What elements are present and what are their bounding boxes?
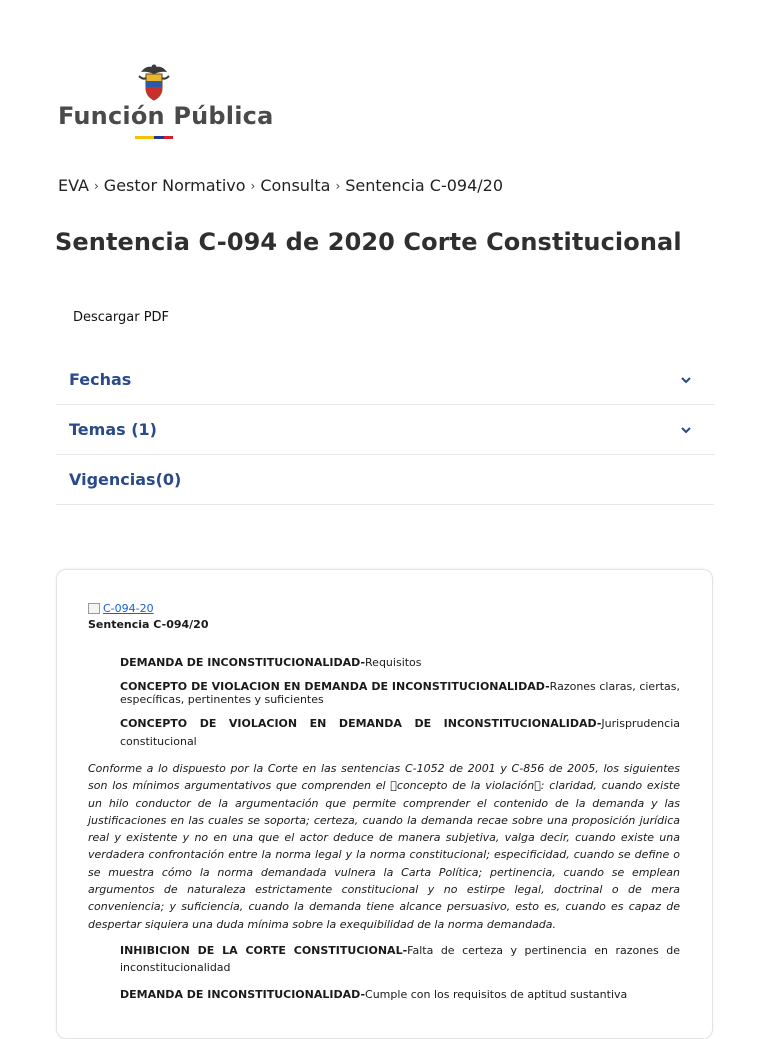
breadcrumb <box>58 176 503 195</box>
entry-topic: CONCEPTO DE VIOLACION EN DEMANDA DE INCONSTITUCIONALIDAD- <box>120 717 602 730</box>
document-paragraph: Conforme a lo dispuesto por la Corte en las sentencias C-1052 de 2001 y C-856 de 2005, los siguientes son los mínimos argumentativos que comprenden el  concepto de la violación : claridad, cuando existe un hilo conductor de la argumentación que permite comprender el contenido de la demanda y las justificaciones en las cuales se soporta; certeza, cuando la demanda recae sobre una proposición jurídica real y existente y no en una que el actor deduce de manera subjetiva, valga decir, cuando existe una verdadera confrontación entre la norma legal y la norma constitucional; especificidad, cuando se define o se muestra cómo la norma demandada vulnera la Carta Política; pertinencia, cuando se emplean argumentos de naturaleza estrictamente constitucional y no estirpe legal, doctrinal o de mera conveniencia; y suficiencia, cuando la demanda tiene alcance persuasivo, esto es, cuando es capaz de despertar siquiera una duda mínima sobre la exequibilidad de la norma demandada. <box>88 762 680 931</box>
flag-yellow <box>135 136 154 139</box>
page-title: Sentencia C-094 de 2020 Corte Constitucional <box>55 228 682 256</box>
entry-topic: DEMANDA DE INCONSTITUCIONALIDAD- <box>120 987 366 1001</box>
chevron-down-icon <box>680 424 692 436</box>
document-body <box>88 601 680 1003</box>
entry-text: Falta de certeza y pertinencia en razones de inconstitucionalidad <box>120 943 680 974</box>
flag-red <box>164 136 173 139</box>
breadcrumb-eva[interactable]: EVA <box>58 176 89 195</box>
accordion-fechas[interactable] <box>56 355 714 405</box>
breadcrumb-separator: › <box>93 178 99 193</box>
document-image-alt: C-094-20 <box>103 601 154 615</box>
entry-topic: DEMANDA DE INCONSTITUCIONALIDAD- <box>120 656 366 669</box>
document-entry <box>88 986 680 1003</box>
entry-text: Jurisprudencia constitucional <box>120 717 680 748</box>
document-entry <box>88 942 680 976</box>
chevron-down-icon <box>680 374 692 386</box>
logo-text: Función Pública <box>58 102 274 130</box>
entry-topic: CONCEPTO DE VIOLACION EN DEMANDA DE INCONSTITUCIONALIDAD- <box>120 680 550 693</box>
breadcrumb-separator: › <box>335 178 341 193</box>
coat-of-arms-icon <box>133 62 175 104</box>
document-image-link[interactable] <box>88 601 680 615</box>
accordion-label: Temas (1) <box>69 420 157 439</box>
entry-text: Requisitos <box>365 656 422 669</box>
accordion-vigencias[interactable] <box>56 455 714 505</box>
flag-stripe <box>135 136 173 139</box>
breadcrumb-separator: › <box>250 178 256 193</box>
download-pdf-link[interactable]: Descargar PDF <box>73 310 170 325</box>
site-logo[interactable] <box>58 62 274 142</box>
accordion-label: Fechas <box>69 370 132 389</box>
broken-image-icon <box>88 603 100 614</box>
breadcrumb-consulta[interactable]: Consulta <box>260 176 331 195</box>
breadcrumb-gestor-normativo[interactable]: Gestor Normativo <box>103 176 246 195</box>
entry-text: Cumple con los requisitos de aptitud sustantiva <box>365 987 628 1001</box>
flag-blue <box>154 136 164 139</box>
document-entry <box>88 715 680 751</box>
accordion-temas[interactable] <box>56 405 714 455</box>
breadcrumb-current: Sentencia C-094/20 <box>345 176 504 195</box>
accordion-label: Vigencias(0) <box>69 470 182 489</box>
entry-topic: INHIBICION DE LA CORTE CONSTITUCIONAL- <box>120 943 408 957</box>
document-entry <box>88 654 680 671</box>
info-accordion <box>56 355 714 505</box>
document-heading: Sentencia C-094/20 <box>88 618 209 631</box>
document-entry <box>88 680 680 706</box>
entry-text: Razones claras, ciertas, específicas, pertinentes y suficientes <box>120 680 680 706</box>
